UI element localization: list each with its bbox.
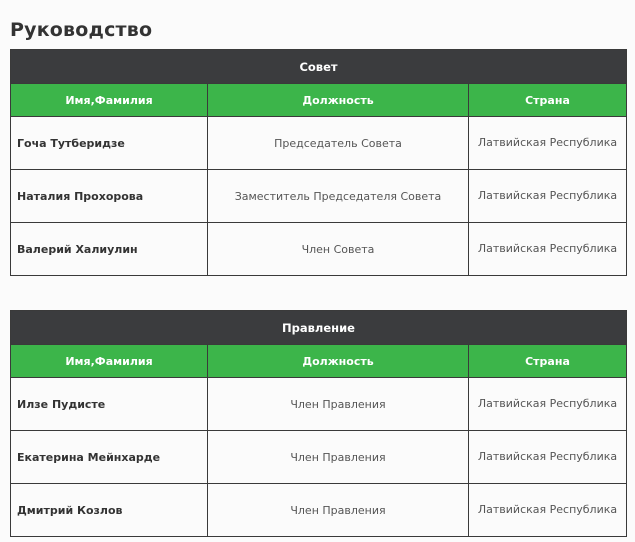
table-header-row <box>11 84 627 117</box>
board-table <box>10 310 627 537</box>
country-cell: Латвийская Республика <box>469 484 627 537</box>
name-cell: Валерий Халиулин <box>11 223 208 276</box>
table-row <box>11 431 627 484</box>
position-cell: Член Правления <box>208 378 469 431</box>
table-header-row <box>11 345 627 378</box>
table-caption: Совет <box>11 50 627 84</box>
column-header-position: Должность <box>208 345 469 378</box>
country-cell: Латвийская Республика <box>469 170 627 223</box>
country-cell: Латвийская Республика <box>469 223 627 276</box>
country-cell: Латвийская Республика <box>469 117 627 170</box>
table-row <box>11 378 627 431</box>
page-title: Руководство <box>10 18 153 41</box>
column-header-country: Страна <box>469 84 627 117</box>
country-cell: Латвийская Республика <box>469 431 627 484</box>
table-row <box>11 484 627 537</box>
name-cell: Илзе Пудисте <box>11 378 208 431</box>
name-cell: Екатерина Мейнхарде <box>11 431 208 484</box>
position-cell: Председатель Совета <box>208 117 469 170</box>
position-cell: Член Совета <box>208 223 469 276</box>
name-cell: Гоча Тутберидзе <box>11 117 208 170</box>
table-caption-row <box>11 50 627 84</box>
table-caption: Правление <box>11 311 627 345</box>
position-cell: Член Правления <box>208 431 469 484</box>
table-row <box>11 170 627 223</box>
position-cell: Заместитель Председателя Совета <box>208 170 469 223</box>
name-cell: Дмитрий Козлов <box>11 484 208 537</box>
table-row <box>11 223 627 276</box>
table-row <box>11 117 627 170</box>
column-header-name: Имя,Фамилия <box>11 84 208 117</box>
position-cell: Член Правления <box>208 484 469 537</box>
column-header-country: Страна <box>469 345 627 378</box>
country-cell: Латвийская Республика <box>469 378 627 431</box>
table-caption-row <box>11 311 627 345</box>
council-table <box>10 49 627 276</box>
column-header-position: Должность <box>208 84 469 117</box>
column-header-name: Имя,Фамилия <box>11 345 208 378</box>
name-cell: Наталия Прохорова <box>11 170 208 223</box>
